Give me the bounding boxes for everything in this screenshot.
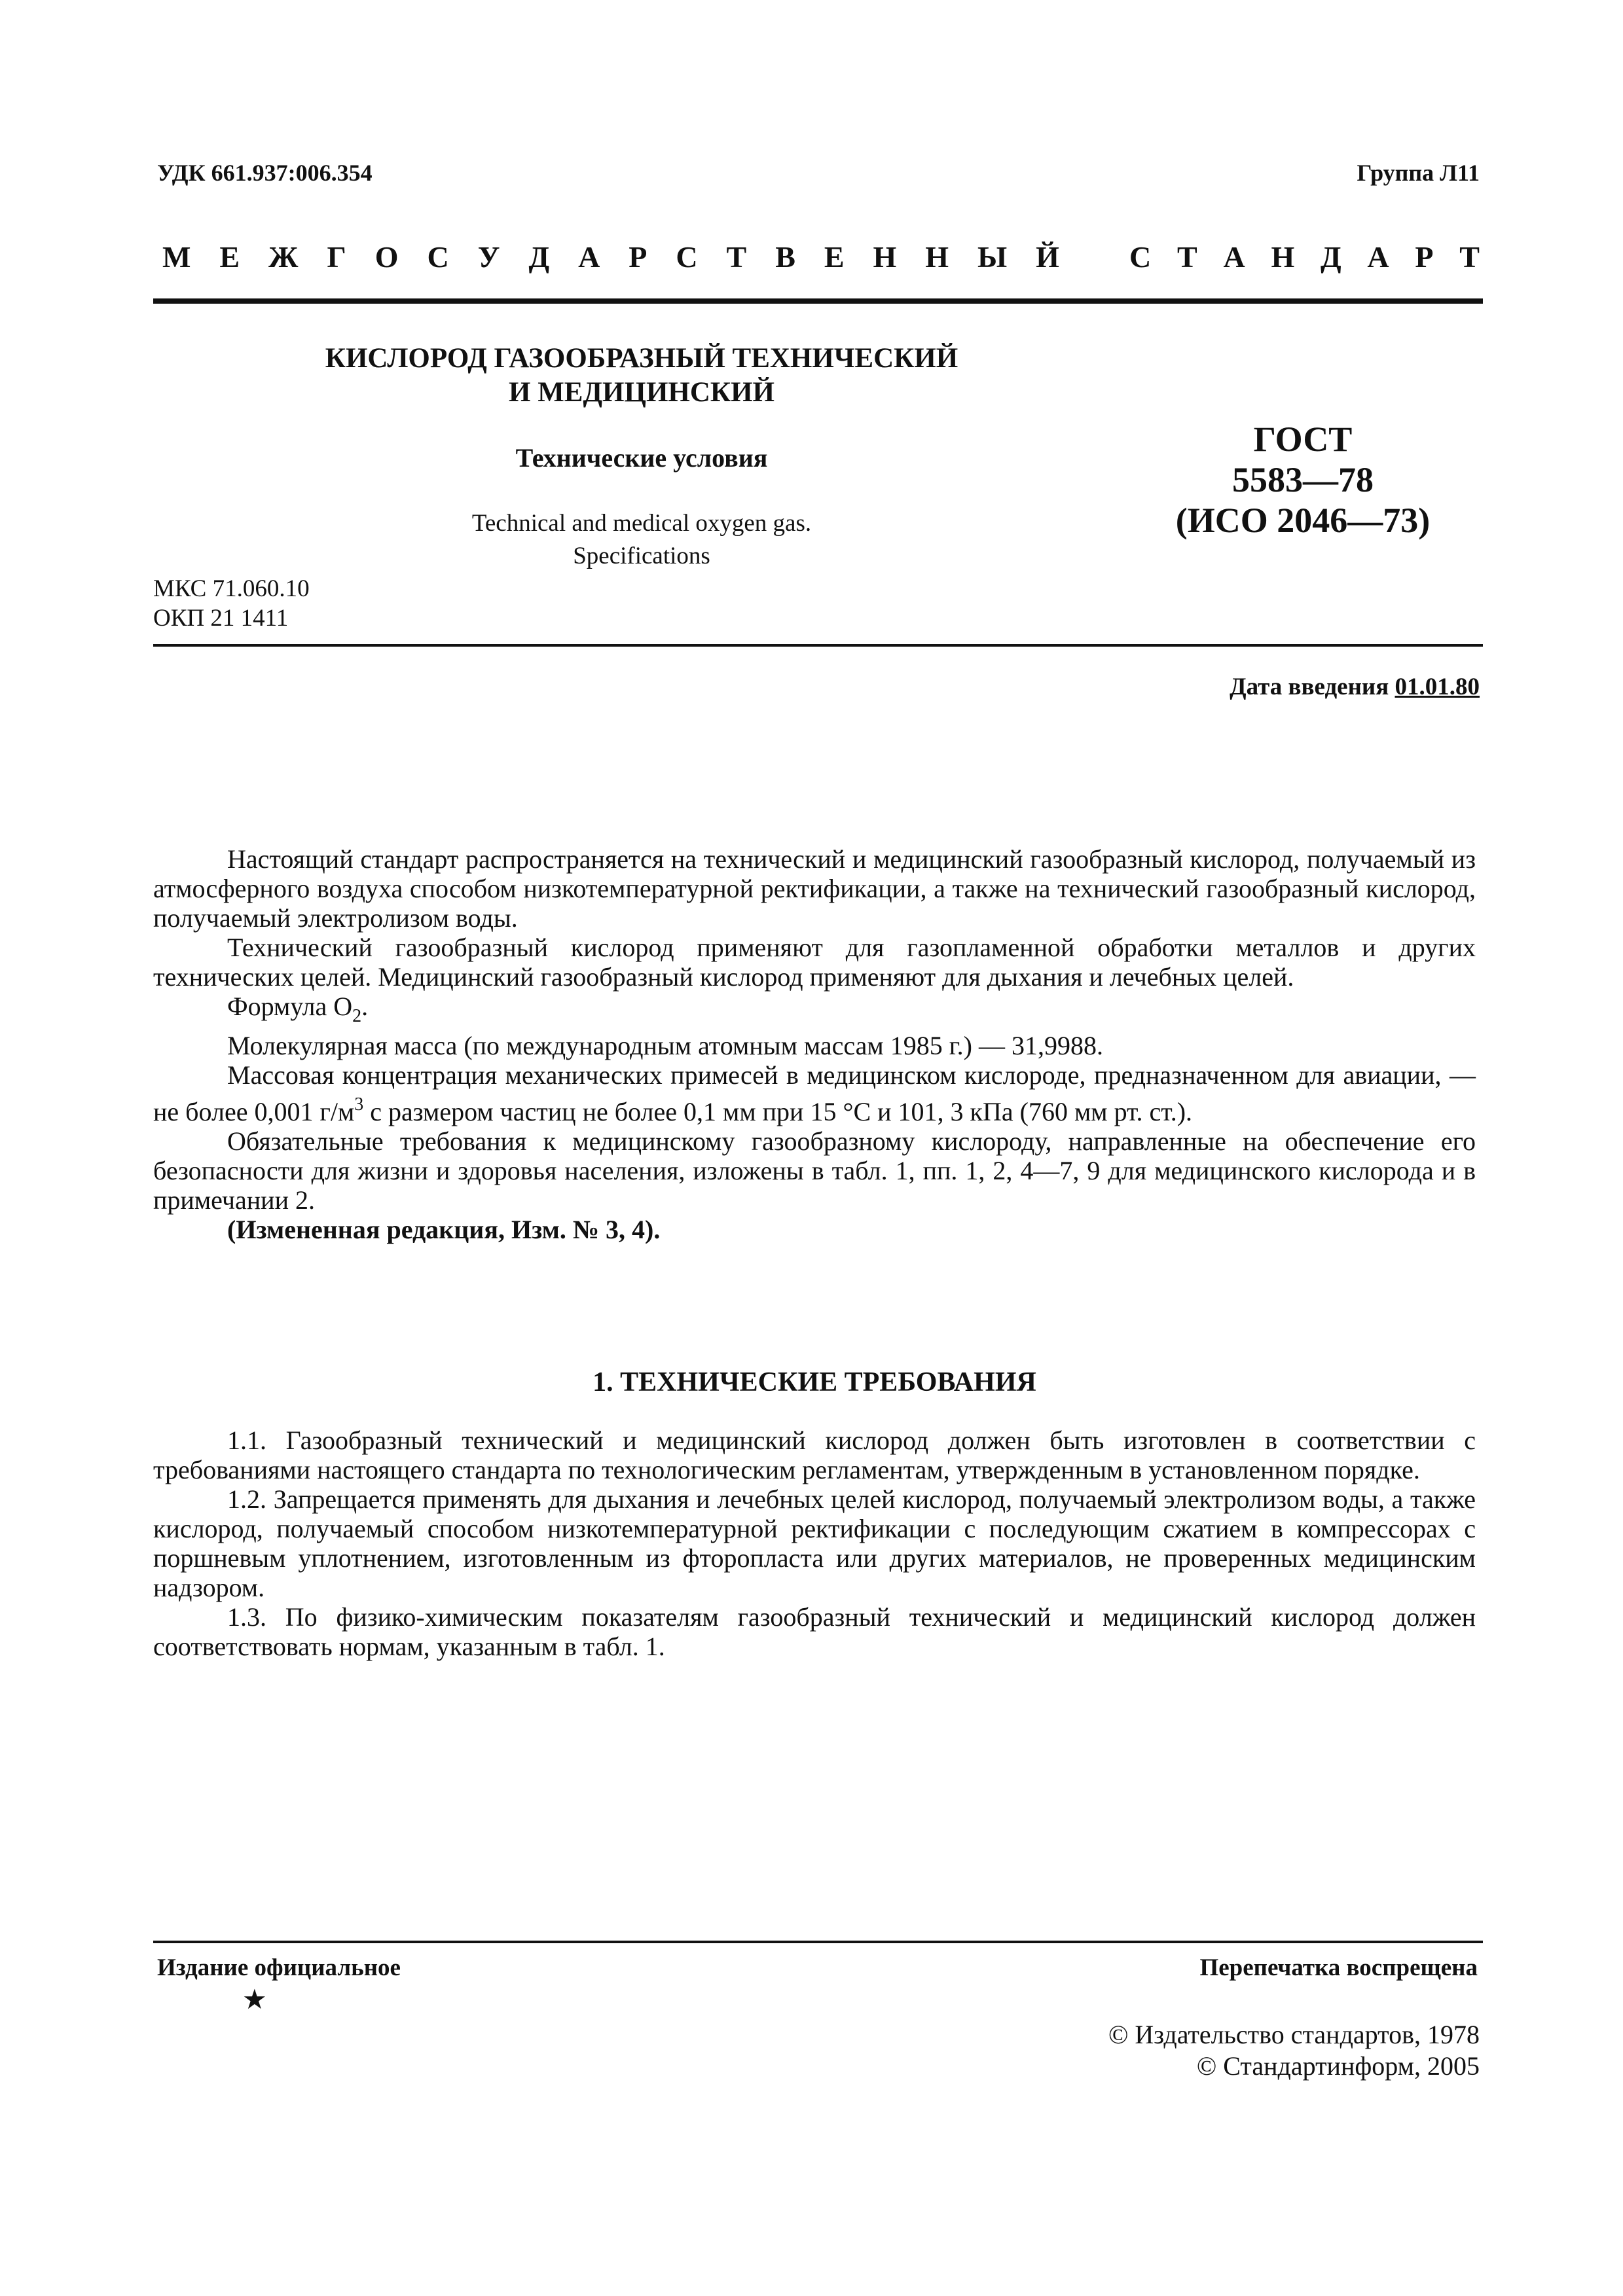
heading-letter: Й bbox=[1036, 240, 1059, 274]
intro-paragraph: Технический газообразный кислород применяют для газопламенной обработки металлов и других технических целей. Медицинский газообразный кислород применяют для дыхания и лечебных целей. bbox=[153, 933, 1476, 992]
gost-number: 5583—78 bbox=[1232, 460, 1374, 499]
heading-letter: Т bbox=[1177, 240, 1197, 274]
clause-1-3: 1.3. По физико-химическим показателям газообразный технический и медицинский кислород должен соответствовать нормам, указанным в табл. 1. bbox=[153, 1602, 1476, 1661]
subtitle: Технические условия bbox=[515, 443, 768, 473]
heading-letter: Р bbox=[1415, 240, 1434, 274]
heading-letter: О bbox=[374, 240, 399, 274]
heading-letter: А bbox=[1223, 240, 1245, 274]
cubic-superscript: 3 bbox=[354, 1094, 364, 1115]
copyright-block bbox=[1108, 2019, 1480, 2082]
heading-letter: С bbox=[676, 240, 698, 274]
reprint-prohibited: Перепечатка воспрещена bbox=[1199, 1954, 1478, 1981]
clause-1-1: 1.1. Газообразный технический и медицинский кислород должен быть изготовлен в соответствии с требованиями настоящего стандарта по технологическим регламентам, утвержденным в установленном порядке. bbox=[153, 1426, 1476, 1484]
footer-rule bbox=[153, 1941, 1483, 1943]
heading-letter: Ж bbox=[268, 240, 299, 274]
intro-paragraph: Настоящий стандарт распространяется на технический и медицинский газообразный кислород, получаемый из атмосферного воздуха способом низкотемпературной ректификации, а также на технический газообразный кислород, получаемый электролизом воды. bbox=[153, 844, 1476, 933]
english-title-line-2: Specifications bbox=[573, 543, 710, 569]
heading-letter: Т bbox=[726, 240, 747, 274]
amendment-note: (Измененная редакция, Изм. № 3, 4). bbox=[227, 1215, 661, 1244]
section-1-text bbox=[153, 1426, 1476, 1661]
formula-line bbox=[153, 992, 1476, 1031]
mks-code: МКС 71.060.10 bbox=[153, 575, 310, 602]
group-code: Группа Л11 bbox=[1357, 160, 1480, 186]
star-icon: ★ bbox=[242, 1985, 267, 2015]
heading-letter: С bbox=[427, 240, 449, 274]
introduction-date-value: 01.01.80 bbox=[1395, 673, 1480, 700]
official-edition: Издание официальное bbox=[157, 1954, 401, 1981]
clause-1-2: 1.2. Запрещается применять для дыхания и лечебных целей кислород, получаемый электролизом воды, а также кислород, получаемый способом низкотемпературной ректификации с последующим сжатием в компрессорах с поршневым уплотнением, изготовленным из фторопласта или других материалов, не проверенных медицинским надзором. bbox=[153, 1484, 1476, 1602]
copyright-1978: © Издательство стандартов, 1978 bbox=[1108, 2020, 1480, 2049]
formula-end: . bbox=[361, 992, 369, 1021]
heading-word-standard bbox=[1129, 240, 1480, 274]
heading-letter: М bbox=[162, 240, 191, 274]
heading-word-interstate bbox=[162, 240, 1059, 274]
heading-letter: Д bbox=[528, 240, 550, 274]
section-title: 1. ТЕХНИЧЕСКИЕ ТРЕБОВАНИЯ bbox=[593, 1367, 1036, 1397]
heading-letter: Н bbox=[925, 240, 949, 274]
copyright-2005: © Стандартинформ, 2005 bbox=[1196, 2051, 1480, 2081]
formula-subscript: 2 bbox=[352, 1006, 362, 1026]
heading-letter: А bbox=[578, 240, 600, 274]
impurities-paragraph bbox=[153, 1060, 1476, 1126]
okp-code: ОКП 21 1411 bbox=[153, 605, 289, 632]
heading-letter: Ы bbox=[977, 240, 1008, 274]
iso-equivalent: (ИСО 2046—73) bbox=[1175, 501, 1431, 540]
heading-letter: Н bbox=[873, 240, 897, 274]
introduction-date-label: Дата введения bbox=[1230, 673, 1395, 700]
formula-label: Формула O bbox=[227, 992, 353, 1021]
heading-letter: Е bbox=[824, 240, 845, 274]
heading-letter: В bbox=[775, 240, 795, 274]
gost-label: ГОСТ bbox=[1253, 420, 1353, 459]
heading-letter: С bbox=[1129, 240, 1152, 274]
heading-letter: Р bbox=[629, 240, 647, 274]
udc-code: УДК 661.937:006.354 bbox=[157, 160, 373, 186]
heading-letter: У bbox=[477, 240, 500, 274]
interstate-standard-heading bbox=[162, 237, 1480, 276]
title-line-2: И МЕДИЦИНСКИЙ bbox=[509, 377, 775, 408]
header-rule bbox=[153, 298, 1483, 304]
title-rule bbox=[153, 644, 1483, 647]
heading-letter: Н bbox=[1271, 240, 1295, 274]
heading-letter: Г bbox=[327, 240, 346, 274]
introduction-text bbox=[153, 844, 1476, 1244]
classification-codes bbox=[153, 574, 310, 633]
document-title bbox=[249, 342, 1034, 410]
molecular-mass: Молекулярная масса (по международным атомным массам 1985 г.) — 31,9988. bbox=[227, 1031, 1103, 1060]
english-title-line-1: Technical and medical oxygen gas. bbox=[471, 510, 812, 537]
impurities-text-a: Массовая концентрация механических примесей в медицинском кислороде, предназначенном для авиации, — не более 0,001 г/м bbox=[153, 1060, 1476, 1126]
heading-letter: Т bbox=[1459, 240, 1480, 274]
introduction-date bbox=[1230, 673, 1480, 701]
heading-letter: Д bbox=[1321, 240, 1341, 274]
gost-designation bbox=[1126, 419, 1480, 541]
mandatory-requirements: Обязательные требования к медицинскому газообразному кислороду, направленные на обеспечение его безопасности для жизни и здоровья населения, изложены в табл. 1, пп. 1, 2, 4—7, 9 для медицинского кислорода и в примечании 2. bbox=[153, 1126, 1476, 1215]
english-title bbox=[314, 507, 969, 573]
impurities-text-b: с размером частиц не более 0,1 мм при 15 °С и 101, 3 кПа (760 мм рт. ст.). bbox=[363, 1097, 1193, 1126]
heading-letter: Е bbox=[219, 240, 240, 274]
title-line-1: КИСЛОРОД ГАЗООБРАЗНЫЙ ТЕХНИЧЕСКИЙ bbox=[325, 343, 958, 374]
heading-letter: А bbox=[1367, 240, 1389, 274]
